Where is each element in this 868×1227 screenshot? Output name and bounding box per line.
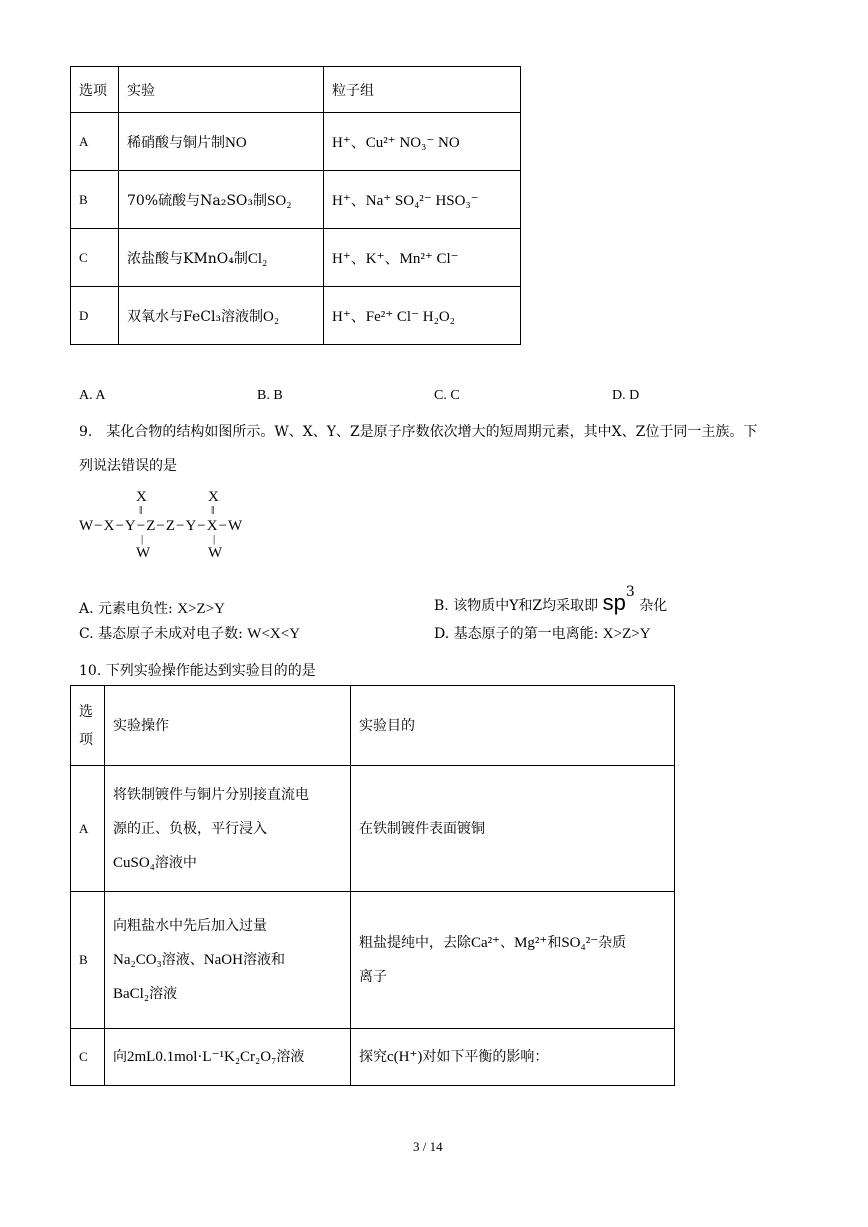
goal-text: 粗盐提纯中，去除 [359,935,471,951]
option-formula: W<X<Y [247,626,301,642]
exp-text: 稀硝酸与铜片制 [127,134,225,151]
header-particles: 粒子组 [324,67,521,113]
exp-text: 双氧水与FeCl₃溶液制 [127,308,264,325]
row-label: A [71,766,105,892]
q9-option-c [79,623,300,643]
option-text-post: 杂化 [639,598,668,614]
q9-option-a [79,598,225,618]
table-row [71,892,675,1029]
op-text: 溶液、 [161,952,204,968]
q10-stem: 10. 下列实验操作能达到实验目的的是 [79,663,316,679]
header-option-text: 选项 [79,703,93,748]
option-text: A. 元素电负性: [79,601,173,617]
particles: H⁺、Cu²⁺ NO₃⁻ NO [324,113,521,171]
goal-text: 探究 [359,1049,387,1065]
exp-formula: O₂ [263,308,280,325]
op-text: 溶液中 [154,854,197,871]
option-text: D. 基态原子的第一电离能: [434,626,599,642]
q8-option-a: A. A [79,388,106,403]
row-label: C [71,229,119,287]
goal-formula: c(H⁺) [387,1049,423,1065]
op-line2: 源的正、负极，平行浸入 [113,820,267,837]
structure-top-left: X [136,489,147,505]
particles: H⁺、Na⁺ SO₄²⁻ HSO₃⁻ [324,171,521,229]
table-row [71,1029,675,1086]
q8-table [70,66,521,345]
q8-option-c: C. C [434,388,460,403]
op-formula: NaOH [203,952,243,968]
exp-formula: NO [225,134,247,151]
goal-text: 对如下平衡的影响： [422,1049,549,1065]
exp-formula: SO₂ [267,192,292,209]
q9-option-b [434,584,667,616]
double-bond-right: ‖ [211,503,215,517]
op-text: 向 [113,1049,127,1065]
table-row [71,766,675,892]
row-label: D [71,287,119,345]
table-row [71,229,521,287]
header-option [71,686,105,766]
op-formula: 2mL0.1mol·L⁻¹K₂Cr₂O₇ [127,1049,277,1065]
q8-option-b: B. B [257,388,283,403]
row-label: B [71,171,119,229]
goal-line2: 离子 [359,969,387,985]
op-text: 溶液 [149,986,178,1002]
goal-formula: Mg²⁺ [514,935,548,951]
row-label: A [71,113,119,171]
q9-stem-line2: 列说法错误的是 [79,458,177,474]
structure-bottom-right: W [208,545,223,561]
option-formula: X>Z>Y [602,626,651,642]
op-line1: 向粗盐水中先后加入过量 [113,918,267,934]
q9-option-d [434,623,651,643]
table-row [71,113,521,171]
goal-formula: Ca²⁺ [471,935,501,951]
structure-main-chain: W−X−Y−Z−Z−Y−X−W [79,518,244,534]
goal-formula: SO₄²⁻ [561,935,599,951]
goal-text: 、 [500,935,515,951]
option-text: C. 基态原子未成对电子数: [79,626,243,642]
op-text: 溶液 [276,1049,305,1065]
goal-text: 和 [547,935,562,951]
structure-top-right: X [208,489,219,505]
page-number: 3 / 14 [413,1139,443,1154]
single-bond-right: | [213,533,216,545]
header-option: 选项 [71,67,119,113]
op-line1: 将铁制镀件与铜片分别接直流电 [113,786,309,803]
particles: H⁺、Fe²⁺ Cl⁻ H₂O₂ [324,287,521,345]
option-text: B. 该物质中Y和Z均采取即 [434,598,599,614]
header-experiment: 实验 [119,67,324,113]
header-operation: 实验操作 [105,686,351,766]
op-formula: CuSO₄ [113,854,155,871]
op-formula: BaCl₂ [113,986,150,1002]
option-formula: sp [602,590,626,615]
q10-table [70,685,675,1086]
exp-text: 浓盐酸与KMnO₄制 [127,250,248,267]
single-bond-left: | [141,533,144,545]
q9-stem-line1: 9. 某化合物的结构如图所示。W、X、Y、Z是原子序数依次增大的短周期元素，其中X、Z位于同一主族。下 [79,424,758,440]
structure-bottom-left: W [136,545,151,561]
option-sup: 3 [625,584,635,600]
exp-formula: Cl₂ [247,250,268,267]
op-formula: Na₂CO₃ [113,952,162,968]
op-text: 溶液和 [242,952,285,968]
exp-text: 70%硫酸与Na₂SO₃制 [127,192,268,209]
row-label: B [71,892,105,1029]
particles: H⁺、K⁺、Mn²⁺ Cl⁻ [324,229,521,287]
table-row [71,171,521,229]
row-label: C [71,1029,105,1086]
option-formula: X>Z>Y [177,601,225,617]
header-goal: 实验目的 [351,686,675,766]
goal-text: 杂质 [598,935,627,951]
goal: 在铁制镀件表面镀铜 [351,766,675,892]
double-bond-left: ‖ [139,503,143,517]
q8-option-d: D. D [612,388,640,403]
table-row [71,287,521,345]
